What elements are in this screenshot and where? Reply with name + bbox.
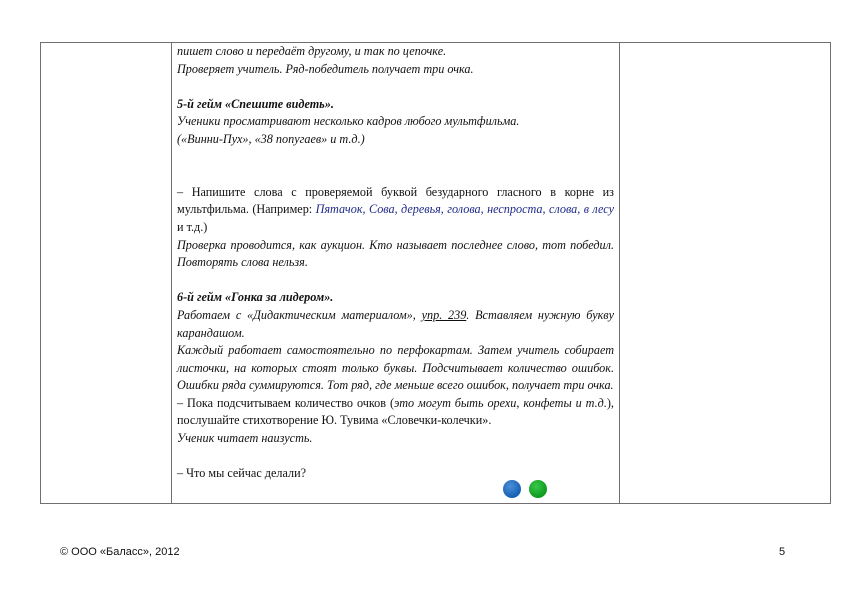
exercise-link: упр. 239 — [421, 307, 467, 322]
recite-line: Ученик читает наизусть. — [177, 431, 313, 446]
blank-line — [177, 149, 614, 167]
game6-paragraph-2: Каждый работает самостоятельно по перфокартам. Затем учитель собирает листочки, на которых стоят только буквы. Подсчитывает количество ошибок. Ошибки ряда суммируются. Тот ряд, где меньше всего ошибок, получает три очка. — [177, 343, 614, 393]
game6-title: 6-й гейм «Гонка за лидером». — [177, 290, 334, 305]
game6-p1-start: Работаем с «Дидактическим материалом», — [177, 307, 422, 322]
text-line: Проверяет учитель. Ряд-победитель получает три очка. — [177, 61, 474, 76]
lesson-content-cell — [177, 43, 614, 483]
column-divider-right — [619, 43, 620, 503]
poem-italic: это могут быть орехи, конфеты и т.д. — [394, 395, 607, 410]
poem-paragraph — [177, 395, 614, 430]
game5-title: 5-й гейм «Спешите видеть». — [177, 96, 334, 111]
task-start: – Напишите слова с проверяемой буквой безударного гласного в корне из мультфильма. (Например: — [177, 184, 614, 217]
text-line: пишет слово и передаёт другому, и так по цепочке. — [177, 44, 447, 58]
game6-p1-end: . Вставляем нужную букву карандашом. — [177, 307, 615, 340]
game5-examples: («Винни-Пух», «38 попугаев» и т.д.) — [177, 131, 365, 146]
question-line: – Что мы сейчас делали? — [177, 466, 307, 481]
poem-end: ), послушайте стихотворение Ю. Тувима «Словечки-колечки». — [177, 395, 614, 428]
game5-description: Ученики просматривают несколько кадров любого мультфильма. — [177, 114, 520, 129]
column-divider-left — [171, 43, 172, 503]
task-end: и т.д.) — [177, 219, 208, 234]
blank-line — [177, 448, 614, 466]
blank-line — [177, 78, 614, 96]
copyright-footer: © ООО «Баласс», 2012 — [60, 546, 180, 558]
blue-circle-icon[interactable] — [503, 480, 521, 498]
poem-start: – Пока подсчитываем количество очков ( — [177, 395, 394, 410]
task-paragraph — [177, 184, 614, 237]
blank-line — [177, 166, 614, 184]
blank-line — [177, 272, 614, 290]
game6-paragraph-1 — [177, 307, 614, 342]
green-circle-icon[interactable] — [529, 480, 547, 498]
example-words: Пятачок, Сова, деревья, голова, неспроста, слова, в лесу — [315, 202, 614, 217]
lesson-table — [40, 42, 831, 504]
page-number: 5 — [779, 546, 786, 558]
auction-paragraph: Проверка проводится, как аукцион. Кто называет последнее слово, тот победил. Повторять слова нельзя. — [177, 237, 614, 270]
